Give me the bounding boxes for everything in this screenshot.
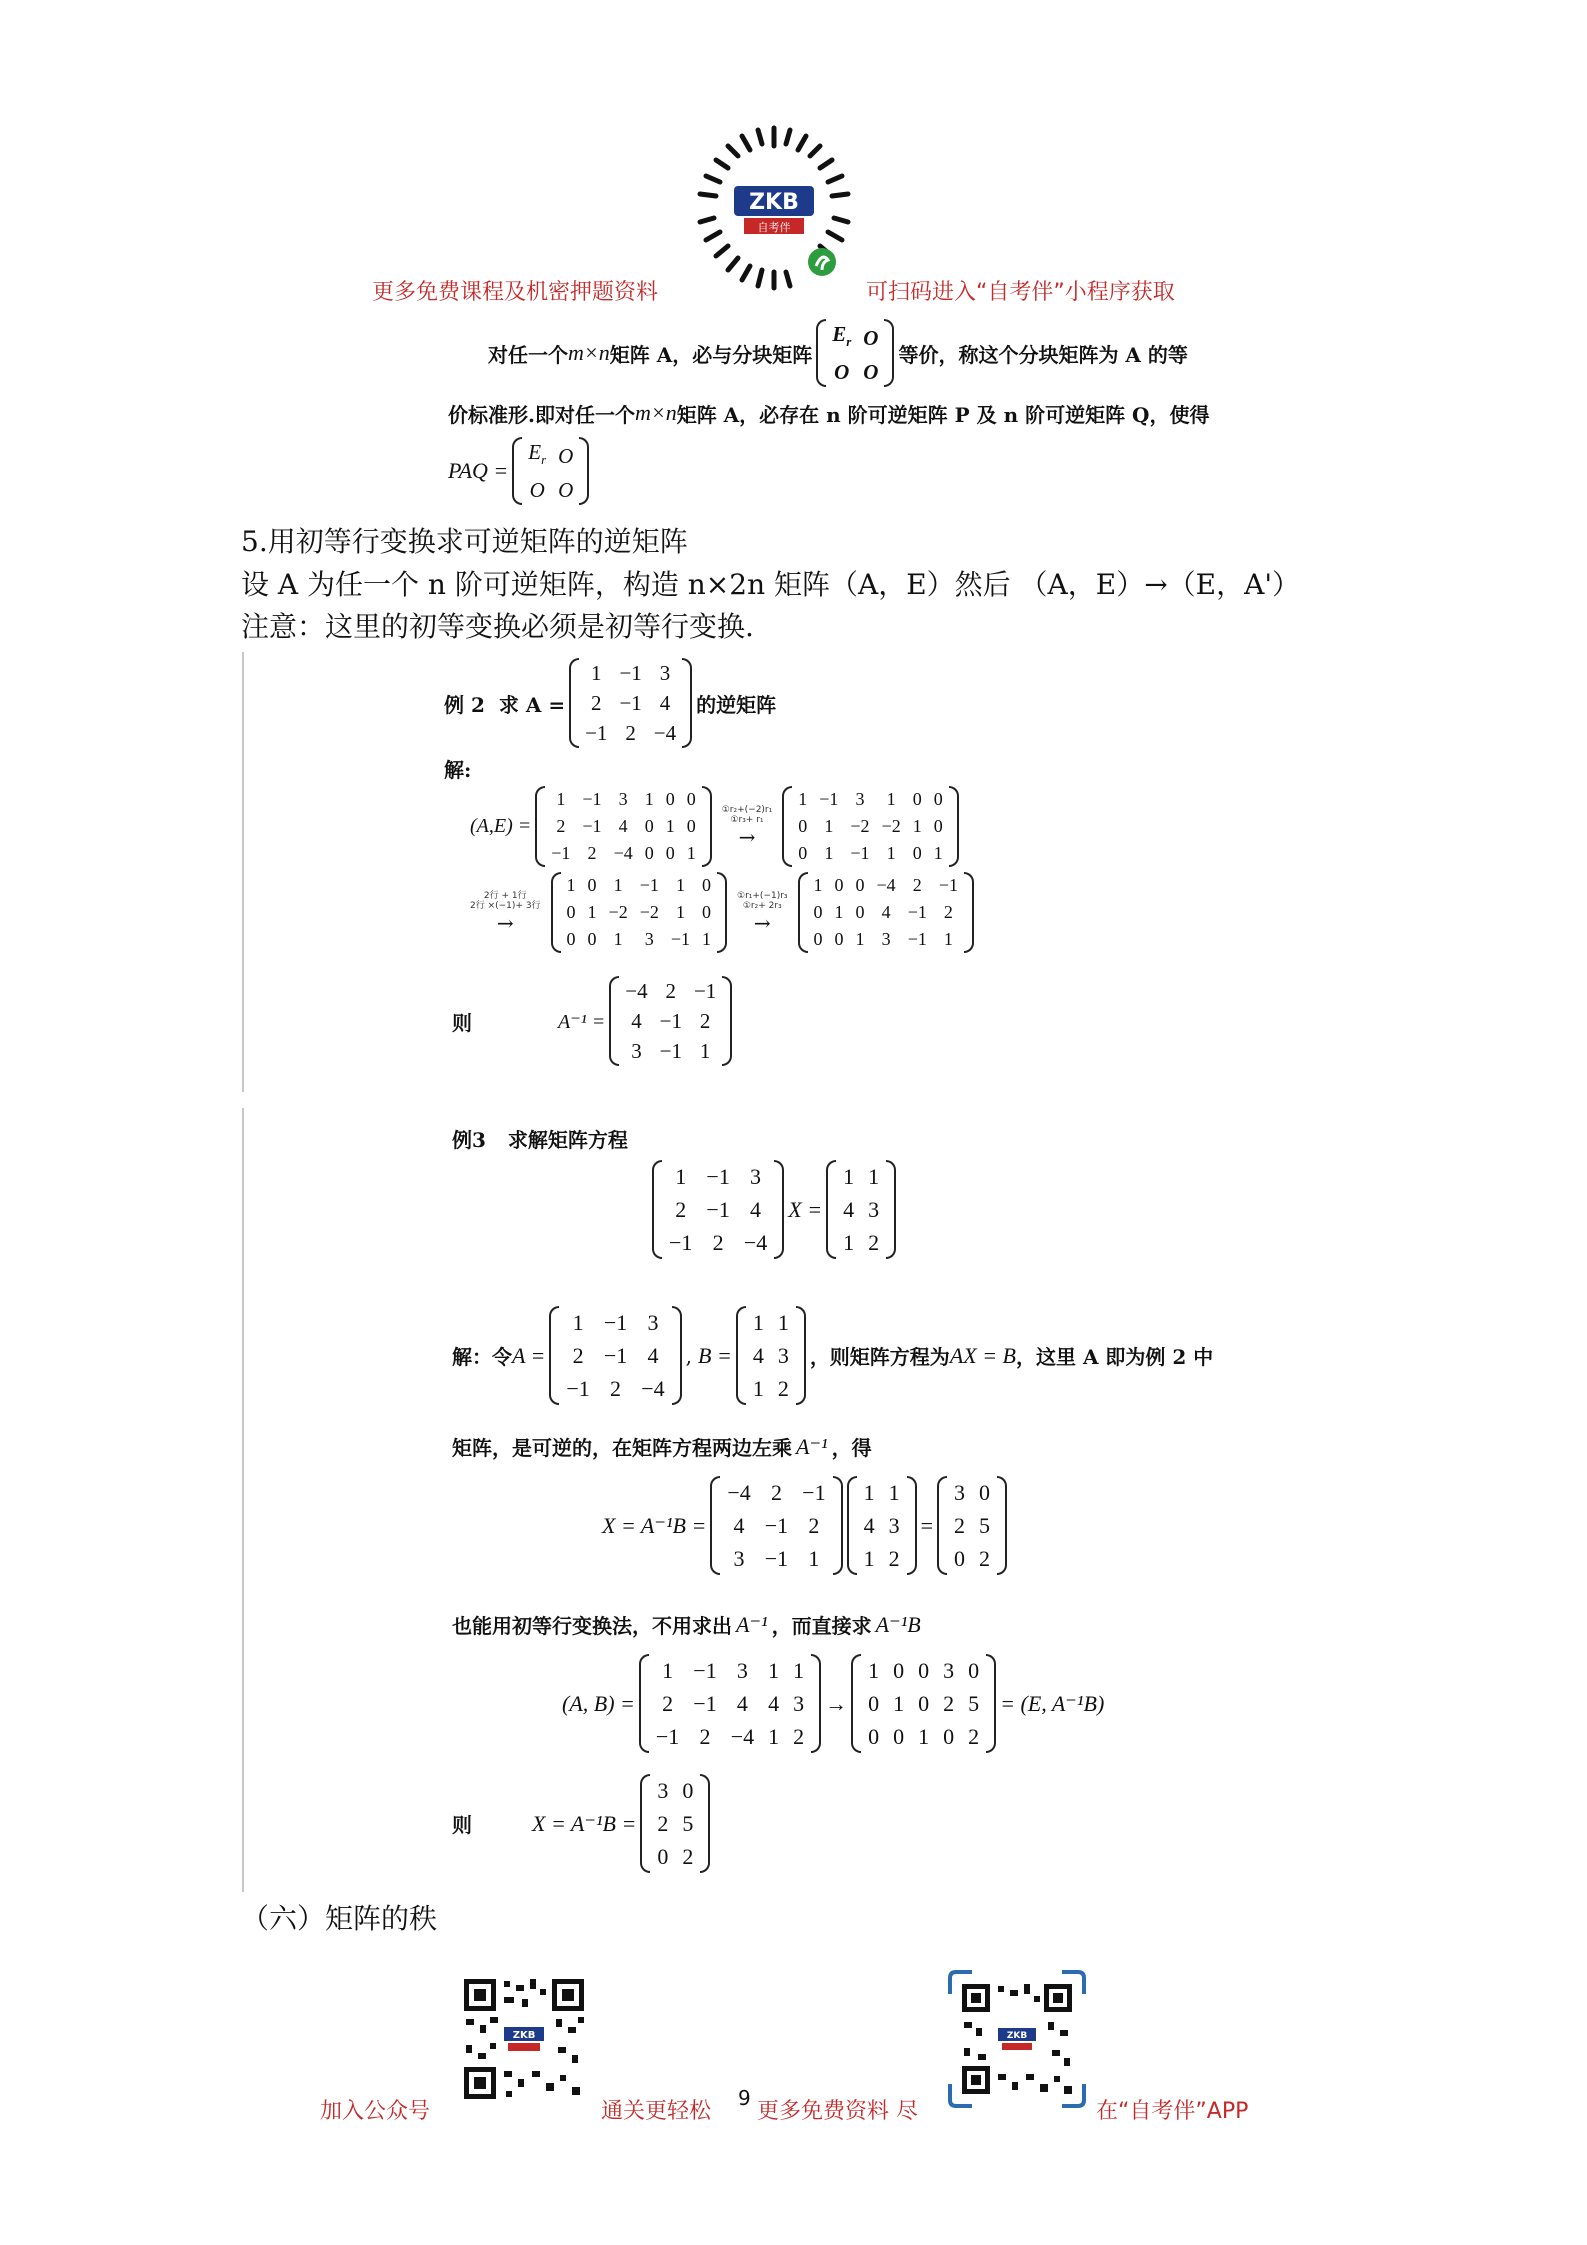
qr-code-framed-icon xyxy=(948,1970,1086,2108)
example-2-question: 例 2 求 A = 1 −1 3 2 −1 4 −1 2 −4 的逆矩阵 xyxy=(444,658,776,748)
svg-text:ZKB: ZKB xyxy=(1006,2031,1028,2041)
svg-text:自考伴: 自考伴 xyxy=(757,221,791,234)
qr-code-right xyxy=(948,1970,1086,2108)
example-3-line-2: 矩阵，是可逆的，在矩阵方程两边左乘 A⁻¹ ，得 xyxy=(452,1433,872,1460)
intro-line-2: 价标准形.即对任一个 m×n 矩阵 A，必存在 n 阶可逆矩阵 P 及 n 阶可逆矩阵 Q，使得 xyxy=(448,400,1210,427)
example-3-calculation: X = A⁻¹B = −4 2 −1 4 −1 2 3 −1 1 1 1 4 3 1 2 = 3 0 2 5 0 2 xyxy=(602,1476,1011,1575)
header-left-text: 更多免费课程及机密押题资料 xyxy=(372,280,659,305)
block-matrix: $E_r$ O O O xyxy=(816,319,894,387)
header-right-text: 可扫码进入“自考伴”小程序获取 xyxy=(866,280,1175,305)
footer-join: 加入公众号 xyxy=(320,2099,431,2124)
mxn: m×n xyxy=(568,340,610,365)
scan-left-edge-2 xyxy=(242,1108,244,1892)
page-number: 9 xyxy=(738,2086,751,2110)
scan-left-edge-1 xyxy=(242,652,244,1092)
svg-text:ZKB: ZKB xyxy=(512,2030,536,2041)
example-2-solution-label: 解: xyxy=(444,758,472,782)
svg-text:ZKB: ZKB xyxy=(749,190,799,215)
example-3-final: 则 X = A⁻¹B = 3 0 2 5 0 2 xyxy=(452,1774,714,1873)
intro-line-1: 对任一个 m×n 矩阵 A，必与分块矩阵 $E_r$ O O O 等价，称这个分块矩阵为 A 的等 xyxy=(488,318,1188,388)
example-3-row-reduction: (A, B) = 1 −1 3 1 1 2 −1 4 4 3 −1 2 −4 1 2 → 1 0 0 3 0 0 1 0 2 5 0 0 1 0 2 = (E, A⁻¹B) xyxy=(562,1654,1104,1753)
qr-code-left xyxy=(460,1975,588,2103)
miniprogram-code xyxy=(686,120,862,296)
example-2-matrix-a: 1 −1 3 2 −1 4 −1 2 −4 xyxy=(569,658,692,748)
example-2-augmented-matrix: 1 −1 3 1 0 0 2 −1 4 0 1 0 −1 2 −4 0 0 1 xyxy=(535,786,711,867)
footer-easy: 通关更轻松 xyxy=(601,2099,712,2124)
example-3-equation: 1 −1 3 2 −1 4 −1 2 −4 X = 1 1 4 3 1 2 xyxy=(648,1160,900,1259)
section-6-title: （六）矩阵的秩 xyxy=(241,1902,438,1935)
section-5-line-2: 注意：这里的初等变换必须是初等行变换. xyxy=(241,610,754,643)
example-2-inverse: 则 A⁻¹ = −4 2 −1 4 −1 2 3 −1 1 xyxy=(452,976,736,1066)
footer-more: 更多免费资料 尽 xyxy=(757,2099,918,2124)
example-3-title: 例3 求解矩阵方程 xyxy=(452,1128,628,1152)
footer-in-app: 在“自考伴”APP xyxy=(1096,2099,1249,2124)
qr-code-icon xyxy=(460,1975,588,2103)
example-3-solution: 解：令 A = 1 −1 3 2 −1 4 −1 2 −4 , B = 1 1 4 3 1 2 ，则矩阵方程为 AX = B ，这里 A 即为例 2 中 xyxy=(452,1306,1213,1405)
miniprogram-code-icon xyxy=(686,120,862,296)
section-5-title: 5.用初等行变换求可逆矩阵的逆矩阵 xyxy=(241,525,688,558)
paq-equation: PAQ = $E_r$ O O O xyxy=(448,436,593,506)
example-3-also: 也能用初等行变换法，不用求出 A⁻¹ ，而直接求 A⁻¹B xyxy=(452,1611,921,1638)
example-2-step-row-1: (A,E) = 1 −1 3 1 0 0 2 −1 4 0 1 0 −1 2 −4 0 0 1 ①r₂+(−2)r₁ ①r₃+ r₁ → 1 −1 3 1 0 0 0 1 −2 −2 1 0 0 1 −1 1 0 1 xyxy=(470,786,963,867)
section-5-line-1: 设 A 为任一个 n 阶可逆矩阵，构造 n×2n 矩阵（A，E）然后 （A，E）→（E，A'） xyxy=(241,568,1301,601)
example-2-step-row-2: 2行 + 1行 2行 ×(−1)+ 3行 → 1 0 1 −1 1 0 0 1 −2 −2 1 0 0 0 1 3 −1 1 ①r₁+(−1)r₃ ①r₂+ 2r₃ → 1 0 0 −4 2 −1 0 1 0 4 −1 2 0 0 1 3 −1 1 xyxy=(470,872,978,953)
